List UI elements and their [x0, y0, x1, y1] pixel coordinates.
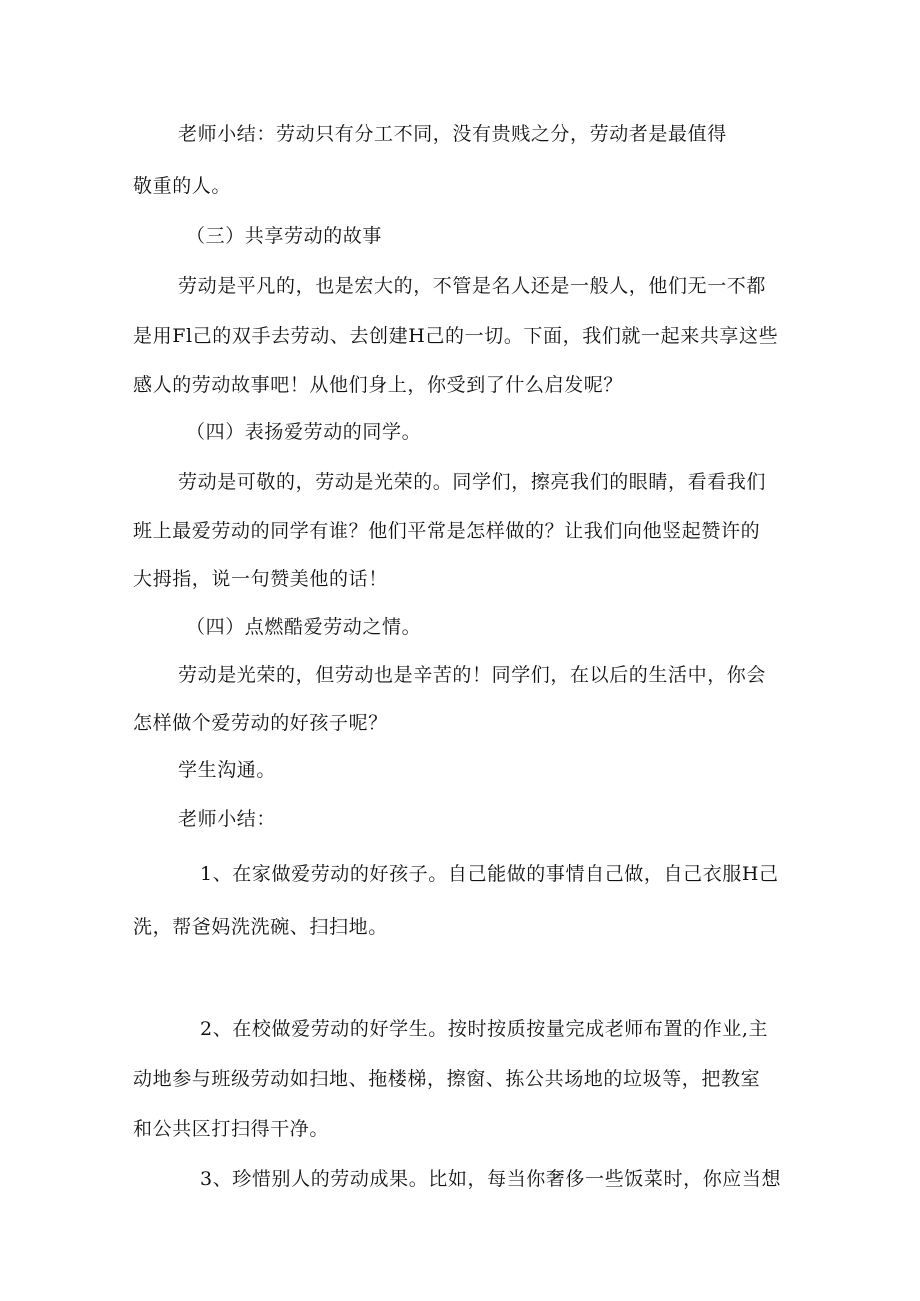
text-line: 怎样做个爱劳动的好孩子呢？ [133, 712, 388, 734]
text-line: 洗，帮爸妈洗洗碗、扫扫地。 [133, 916, 388, 938]
list-item-3: 3、珍惜别人的劳动成果。比如，每当你奢侈一些饭菜时，你应当想 [200, 1168, 782, 1190]
text-line: 老师小结： [178, 808, 277, 830]
text-line: 劳动是平凡的，也是宏大的，不管是名人还是一般人，他们无一不都 [178, 275, 767, 297]
text-line: 劳动是光荣的，但劳动也是辛苦的！同学们，在以后的生活中，你会 [178, 664, 767, 686]
text-line: 大拇指，说一句赞美他的话！ [133, 568, 388, 590]
text-line: 老师小结：劳动只有分工不同，没有贵贱之分，劳动者是最值得 [178, 123, 727, 145]
list-item-2: 2、在校做爱劳动的好学生。按时按质按量完成老师布置的作业,主 [200, 1018, 769, 1040]
text-line: 动地参与班级劳动如扫地、拖楼梯，擦窗、拣公共场地的垃圾等，把教室 [133, 1068, 761, 1090]
section-heading: （四）点燃酷爱劳动之情。 [186, 616, 422, 638]
text-line: 学生沟通。 [178, 759, 277, 781]
text-line: 劳动是可敬的，劳动是光荣的。同学们，擦亮我们的眼睛，看看我们 [178, 471, 767, 493]
text-line: 班上最爱劳动的同学有谁？他们平常是怎样做的？让我们向他竖起赞许的 [133, 520, 761, 542]
list-item-1: 1、在家做爱劳动的好孩子。自己能做的事情自己做，自己衣服H己 [200, 863, 779, 885]
section-heading: （四）表扬爱劳动的同学。 [186, 421, 422, 443]
text-line: 是用Fl己的双手去劳动、去创建H己的一切。下面，我们就一起来共享这些 [133, 325, 779, 347]
section-heading: （三）共享劳动的故事 [186, 225, 383, 247]
text-line: 感人的劳动故事吧！从他们身上，你受到了什么启发呢？ [133, 374, 624, 396]
text-line: 和公共区打扫得干净。 [133, 1118, 330, 1140]
text-line: 敬重的人。 [133, 175, 232, 197]
